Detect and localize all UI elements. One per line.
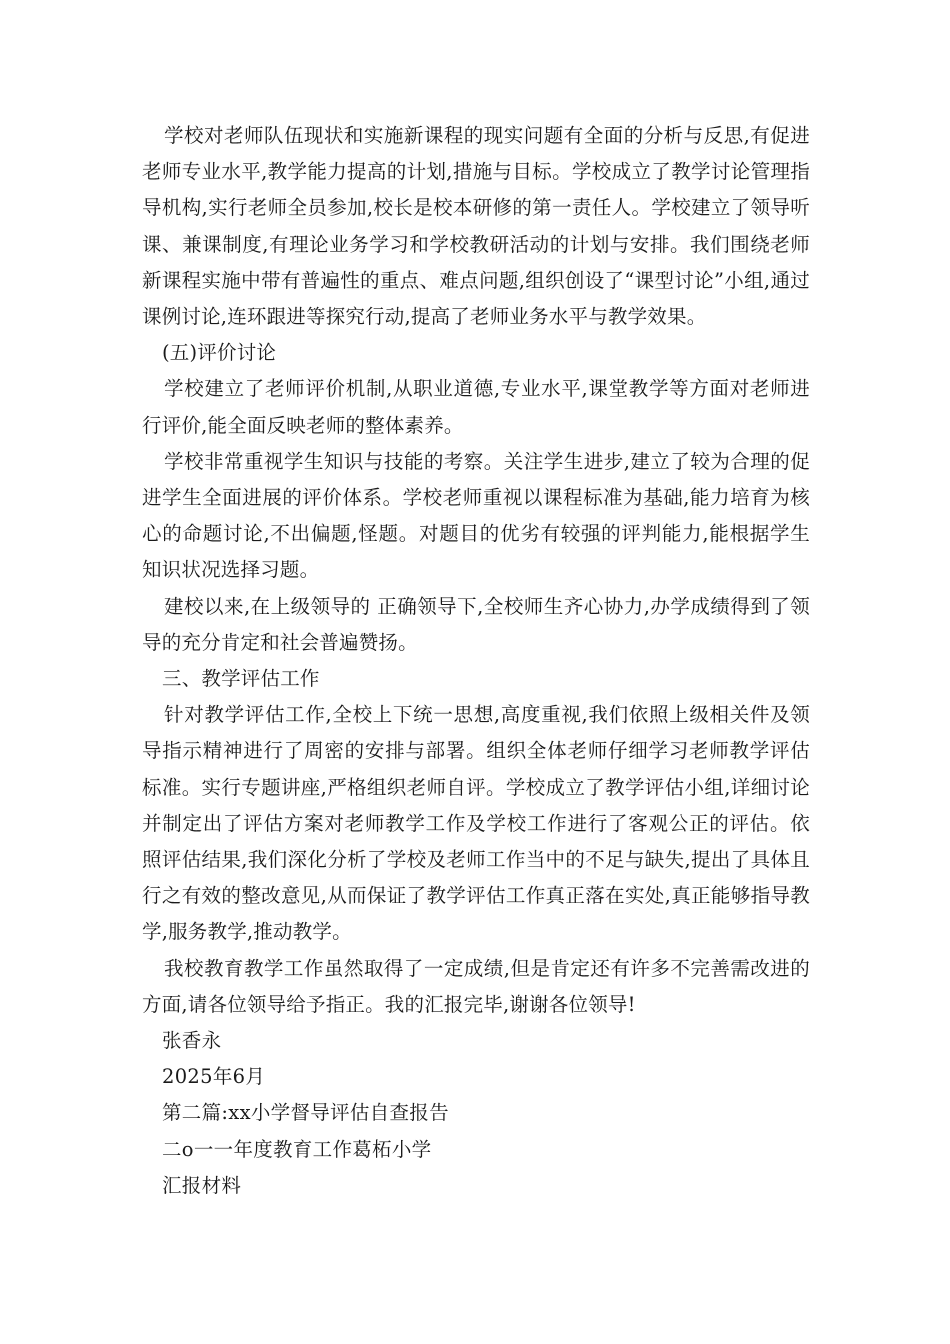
section-heading-teaching-assessment: 三、教学评估工作: [162, 667, 320, 691]
next-document-title: 第二篇:xx小学督导评估自查报告: [162, 1101, 449, 1125]
section-heading-evaluation: (五)评价讨论: [162, 341, 277, 365]
signature-date: 2025年6月: [162, 1065, 266, 1089]
paragraph-closing: 我校教育教学工作虽然取得了一定成绩,但是肯定还有许多不完善需改进的方面,请各位领导给予指正。我的汇报完毕,谢谢各位领导!: [142, 956, 810, 1016]
next-document-label: 汇报材料: [162, 1173, 242, 1197]
paragraph-teacher-development: 学校对老师队伍现状和实施新课程的现实问题有全面的分析与反思,有促进老师专业水平,教学能力提高的计划,措施与目标。学校成立了教学讨论管理指导机构,实行老师全员参加,校长是校本研修的第一责任人。学校建立了领导听课、兼课制度,有理论业务学习和学校教研活动的计划与安排。我们围绕老师新课程实施中带有普遍性的重点、难点问题,组织创设了“课型讨论”小组,通过课例讨论,连环跟进等探究行动,提高了老师业务水平与教学效果。: [142, 124, 810, 329]
signature-name: 张香永: [162, 1029, 222, 1053]
document-body: [142, 118, 810, 1204]
paragraph-student-assessment: 学校非常重视学生知识与技能的考察。关注学生进步,建立了较为合理的促进学生全面进展的评价体系。学校老师重视以课程标准为基础,能力培育为核心的命题讨论,不出偏题,怪题。对题目的优劣有较强的评判能力,能根据学生知识状况选择习题。: [142, 449, 810, 582]
paragraph-teacher-evaluation: 学校建立了老师评价机制,从职业道德,专业水平,课堂教学等方面对老师进行评价,能全面反映老师的整体素养。: [142, 377, 810, 437]
next-document-subtitle: 二o一一年度教育工作葛柘小学: [162, 1137, 432, 1161]
paragraph-achievements: 建校以来,在上级领导的 正确领导下,全校师生齐心协力,办学成绩得到了领导的充分肯定和社会普遍赞扬。: [142, 594, 810, 654]
paragraph-assessment-work: 针对教学评估工作,全校上下统一思想,高度重视,我们依照上级相关件及领导指示精神进行了周密的安排与部署。组织全体老师仔细学习老师教学评估标准。实行专题讲座,严格组织老师自评。学校成立了教学评估小组,详细讨论并制定出了评估方案对老师教学工作及学校工作进行了客观公正的评估。依照评估结果,我们深化分析了学校及老师工作当中的不足与缺失,提出了具体且行之有效的整改意见,从而保证了教学评估工作真正落在实处,真正能够指导教学,服务教学,推动教学。: [142, 703, 810, 944]
